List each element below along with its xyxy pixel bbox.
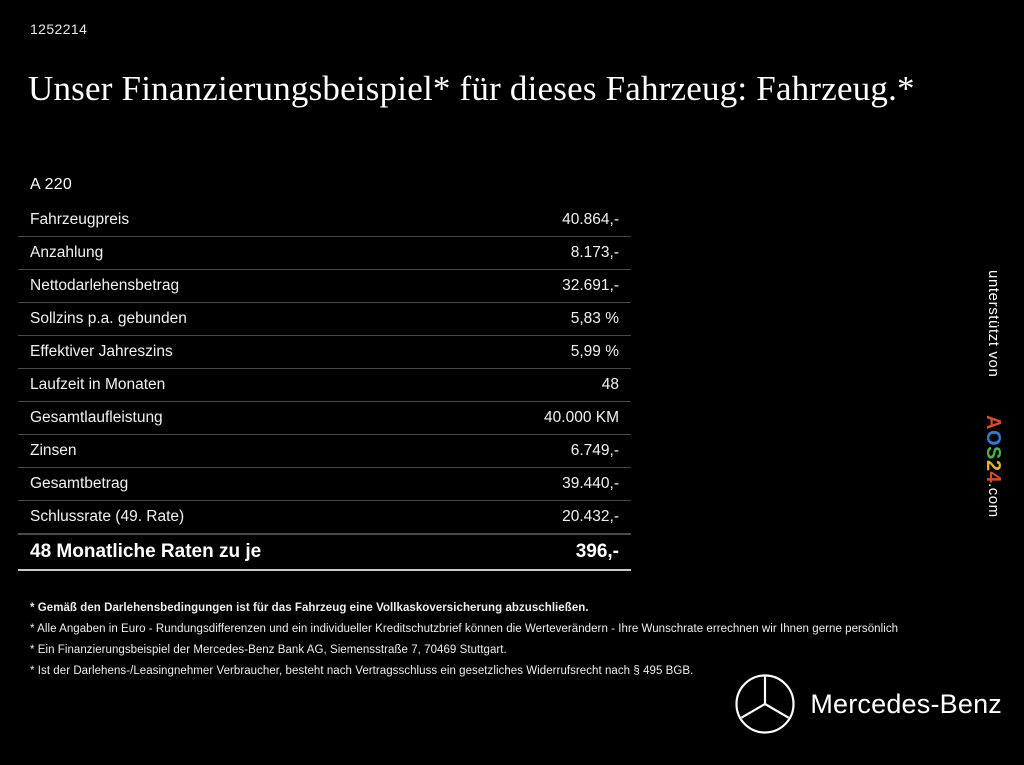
total-label: 48 Monatliche Raten zu je xyxy=(30,541,262,562)
row-label: Sollzins p.a. gebunden xyxy=(30,310,187,327)
mercedes-star-icon xyxy=(734,673,796,735)
row-value: 5,83 % xyxy=(570,310,619,327)
row-label: Laufzeit in Monaten xyxy=(30,376,166,393)
row-label: Anzahlung xyxy=(30,244,104,261)
page-title: Unser Finanzierungsbeispiel* für dieses Fahrzeug: Fahrzeug.* xyxy=(28,69,915,108)
footnote: * Gemäß den Darlehensbedingungen ist für das Fahrzeug eine Vollkaskoversicherung abzuschließen. xyxy=(30,602,589,614)
table-row xyxy=(18,237,631,270)
table-row xyxy=(18,369,631,402)
table-row xyxy=(18,402,631,435)
aos24-logo-part: A xyxy=(982,415,1004,430)
mercedes-benz-wordmark: Mercedes-Benz xyxy=(810,688,1002,719)
row-label: Effektiver Jahreszins xyxy=(30,343,173,360)
supported-by-label: unterstützt von xyxy=(985,270,1002,378)
mercedes-benz-logo xyxy=(734,673,1002,735)
row-label: Zinsen xyxy=(30,442,77,459)
footnote: * Ist der Darlehens-/Leasingnehmer Verbraucher, besteht nach Vertragsschluss ein gesetzliches Widerrufsrecht nach § 495 BGB. xyxy=(30,665,694,677)
row-value: 8.173,- xyxy=(570,244,619,261)
row-value: 20.432,- xyxy=(562,508,619,525)
table-row xyxy=(18,204,631,237)
aos24-logo xyxy=(981,415,1004,518)
row-value: 5,99 % xyxy=(570,343,619,360)
row-value: 39.440,- xyxy=(562,475,619,492)
reference-number: 1252214 xyxy=(30,21,88,37)
footnote: * Alle Angaben in Euro - Rundungsdifferenzen und ein individueller Kreditschutzbrief können die Werteverändern - Ihre Wunschrate errechnen wir Ihnen gerne persönlich xyxy=(30,623,899,635)
table-row xyxy=(18,501,631,534)
row-value: 32.691,- xyxy=(562,277,619,294)
total-value: 396,- xyxy=(575,541,619,562)
table-row xyxy=(18,435,631,468)
table-row-total xyxy=(18,534,631,571)
aos24-logo-part: O xyxy=(982,429,1004,447)
row-label: Gesamtlaufleistung xyxy=(30,409,163,426)
financing-table xyxy=(18,204,631,571)
vehicle-model: A 220 xyxy=(30,176,72,193)
row-label: Fahrzeugpreis xyxy=(30,211,130,228)
aos24-logo-part: .com xyxy=(985,483,1002,518)
row-value: 40.864,- xyxy=(562,211,619,228)
row-value: 40.000 KM xyxy=(544,409,619,426)
row-label: Nettodarlehensbetrag xyxy=(30,277,180,294)
footnote: * Ein Finanzierungsbeispiel der Mercedes-Benz Bank AG, Siemensstraße 7, 70469 Stuttgart. xyxy=(30,644,507,656)
aos24-logo-part: 4 xyxy=(982,471,1004,484)
footnotes xyxy=(30,598,1000,682)
row-value: 48 xyxy=(601,376,619,393)
sidebar-branding xyxy=(982,270,1016,570)
table-row xyxy=(18,468,631,501)
table-row xyxy=(18,303,631,336)
aos24-logo-part: S xyxy=(982,446,1004,460)
row-label: Gesamtbetrag xyxy=(30,475,129,492)
table-row xyxy=(18,336,631,369)
aos24-logo-part: 2 xyxy=(982,459,1004,472)
row-value: 6.749,- xyxy=(570,442,619,459)
row-label: Schlussrate (49. Rate) xyxy=(30,508,185,525)
table-row xyxy=(18,270,631,303)
